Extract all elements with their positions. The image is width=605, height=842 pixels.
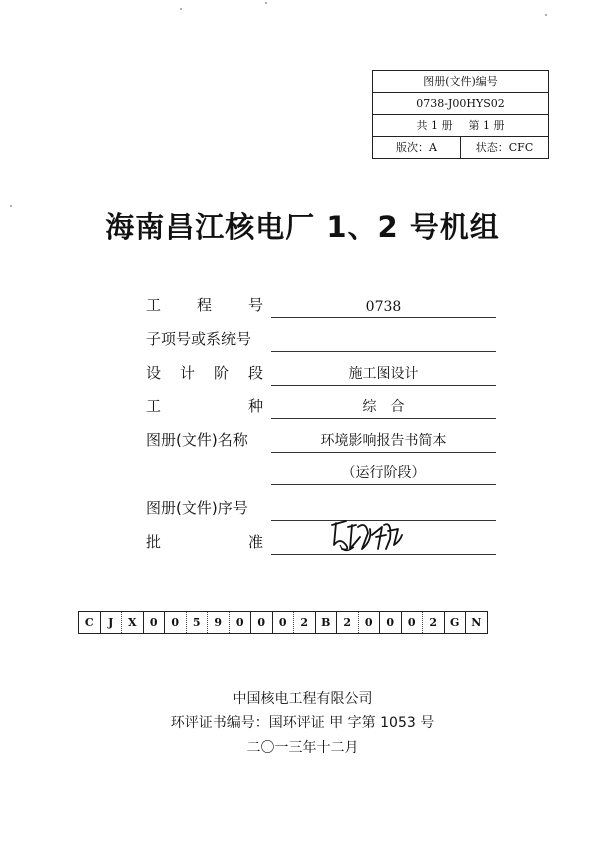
code-box: 0: [250, 612, 272, 633]
doc-seq-label: 图册(文件)序号: [146, 499, 248, 517]
scan-speck: [180, 8, 182, 10]
code-box: 0: [358, 612, 380, 633]
field-underline: [271, 418, 496, 419]
code-box: 0: [229, 612, 251, 633]
project-number-field: [146, 292, 496, 318]
project-number-value: 0738: [365, 299, 402, 315]
approve-field: [146, 529, 496, 555]
scan-speck: [265, 2, 267, 4]
field-underline: [271, 317, 496, 318]
version-cell: 版次：A: [396, 141, 437, 154]
field-underline: [271, 385, 496, 386]
code-box: 0: [164, 612, 186, 633]
doc-number-label: 图册(文件)编号: [373, 71, 548, 93]
scan-speck: [545, 14, 547, 16]
doc-name-label: 图册(文件)名称: [146, 431, 248, 449]
discipline-field: [146, 393, 496, 419]
doc-number-value: 0738-J00HYS02: [373, 93, 548, 115]
design-stage-field: [146, 360, 496, 386]
doc-seq-field: [146, 495, 496, 521]
design-stage-label: 设 计 阶 段: [146, 364, 263, 382]
page-title: 海南昌江核电厂 1、2 号机组: [105, 210, 500, 244]
field-underline: [271, 484, 496, 485]
discipline-value: 综 合: [362, 399, 405, 415]
code-box: G: [444, 612, 466, 633]
subitem-field: [146, 326, 496, 352]
doc-name-value-2: （运行阶段）: [341, 465, 426, 481]
code-box: 2: [293, 612, 315, 633]
handwritten-signature: [326, 515, 406, 557]
volume-current: 第 1 册: [468, 119, 505, 132]
code-box: C: [84, 616, 94, 629]
code-box: 9: [207, 612, 229, 633]
doc-name-field: [146, 427, 496, 453]
code-box: 0: [143, 612, 165, 633]
status-cell: 状态：CFC: [460, 137, 548, 158]
volume-total: 共 1 册: [416, 119, 453, 132]
code-box: 2: [336, 612, 358, 633]
field-underline: [271, 452, 496, 453]
certificate-number: 环评证书编号：国环评证 甲 字第 1053 号: [170, 715, 435, 731]
approve-label: 批 准: [146, 533, 263, 551]
code-box: 2: [422, 612, 444, 633]
code-box: X: [121, 612, 143, 633]
code-box: 5: [186, 612, 208, 633]
document-code-boxes: [78, 611, 488, 634]
code-box: 0: [401, 612, 423, 633]
version-status-row: [373, 137, 548, 158]
document-info-box: [372, 70, 549, 159]
code-box: B: [315, 612, 337, 633]
doc-name-value: 环境影响报告书简本: [320, 433, 447, 449]
company-name: 中国核电工程有限公司: [232, 691, 373, 707]
code-box: 0: [272, 612, 294, 633]
volume-info: [373, 115, 548, 137]
code-box: N: [465, 612, 487, 633]
code-box: J: [100, 612, 122, 633]
project-number-label: 工 程 号: [146, 296, 263, 314]
design-stage-value: 施工图设计: [348, 366, 419, 382]
issue-date: 二〇一三年十二月: [246, 740, 359, 756]
code-box: 0: [379, 612, 401, 633]
subitem-label: 子项号或系统号: [146, 330, 252, 348]
field-underline: [271, 351, 496, 352]
discipline-label: 工 种: [146, 397, 263, 415]
doc-name-field-cont: [146, 459, 496, 485]
